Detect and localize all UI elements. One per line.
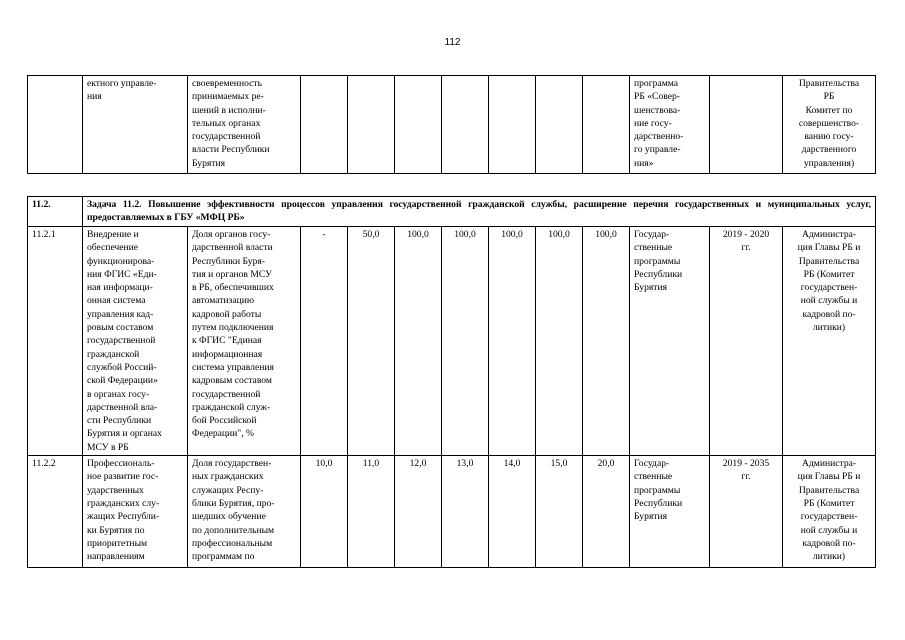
cell-value: - — [301, 227, 348, 456]
table-row — [28, 76, 876, 174]
cell-indicator: Доля государствен- ных гражданских служащих Респу- блики Бурятия, про- шедших обучение по дополнительным профессиональным программам по — [188, 456, 301, 568]
cell-value — [348, 76, 395, 174]
cell-value: 10,0 — [301, 456, 348, 568]
measures-table — [27, 196, 876, 568]
cell-value: 100,0 — [536, 227, 583, 456]
cell-value — [301, 76, 348, 174]
task-title: Задача 11.2. Повышение эффективности процессов управления государственной гражданской службы, расширение перечня государственных и муниципальных услуг, предоставляемых в ГБУ «МФЦ РБ» — [83, 197, 876, 227]
cell-value: 15,0 — [536, 456, 583, 568]
cell-program: Государ- ственные программы Республики Бурятия — [630, 456, 710, 568]
table-row — [28, 227, 876, 456]
cell-responsible: Администра- ция Главы РБ и Правительства РБ (Комитет государствен- ной службы и кадровой по- литики) — [783, 456, 876, 568]
cell-number: 11.2.1 — [28, 227, 83, 456]
cell-period: 2019 - 2020 гг. — [710, 227, 783, 456]
cell-value: 100,0 — [489, 227, 536, 456]
cell-program: программа РБ «Совер- шенствова- ние госу- дарственно- го управле- ния» — [630, 76, 710, 174]
cell-value — [536, 76, 583, 174]
cell-value — [395, 76, 442, 174]
continued-table-fragment — [27, 75, 876, 174]
task-number: 11.2. — [28, 197, 83, 227]
cell-value: 100,0 — [583, 227, 630, 456]
cell-value: 13,0 — [442, 456, 489, 568]
cell-value — [442, 76, 489, 174]
cell-indicator: своевременность принимаемых ре- шений в исполни- тельных органах государственной власти Республики Бурятия — [188, 76, 301, 174]
cell-value: 100,0 — [395, 227, 442, 456]
cell-value: 12,0 — [395, 456, 442, 568]
page-number: 112 — [444, 37, 461, 48]
cell-value: 100,0 — [442, 227, 489, 456]
cell-measure: Профессиональ- ное развитие гос- ударственных гражданских слу- жащих Республи- ки Бурятия по приоритетным направлениям — [83, 456, 188, 568]
cell-indicator: Доля органов госу- дарственной власти Республики Буря- тия и органов МСУ в РБ, обеспечивших автоматизацию кадровой работы путем подключения к ФГИС "Единая информационная система управления кадровым составом государственной гражданской служ- бой Российской Федерации", % — [188, 227, 301, 456]
cell-value — [489, 76, 536, 174]
cell-value: 50,0 — [348, 227, 395, 456]
cell-value: 11,0 — [348, 456, 395, 568]
cell-responsible: Администра- ция Главы РБ и Правительства РБ (Комитет государствен- ной службы и кадровой по- литики) — [783, 227, 876, 456]
task-header-row — [28, 197, 876, 227]
cell-measure: Внедрение и обеспечение функционирова- ния ФГИС «Еди- ная информаци- онная система управления кад- ровым составом государственной гражданской службой Россий- ской Федерации» в органах госу- дарственной вла- сти Республики Бурятия и органах МСУ в РБ — [83, 227, 188, 456]
table-row — [28, 456, 876, 568]
cell-responsible: Правительства РБ Комитет по совершенство- ванию госу- дарственного управления) — [783, 76, 876, 174]
cell-number: 11.2.2 — [28, 456, 83, 568]
cell-value: 20,0 — [583, 456, 630, 568]
cell-program: Государ- ственные программы Республики Бурятия — [630, 227, 710, 456]
cell-period — [710, 76, 783, 174]
cell-measure: ектного управле- ния — [83, 76, 188, 174]
cell-value: 14,0 — [489, 456, 536, 568]
cell-period: 2019 - 2035 гг. — [710, 456, 783, 568]
cell-value — [583, 76, 630, 174]
cell-number — [28, 76, 83, 174]
